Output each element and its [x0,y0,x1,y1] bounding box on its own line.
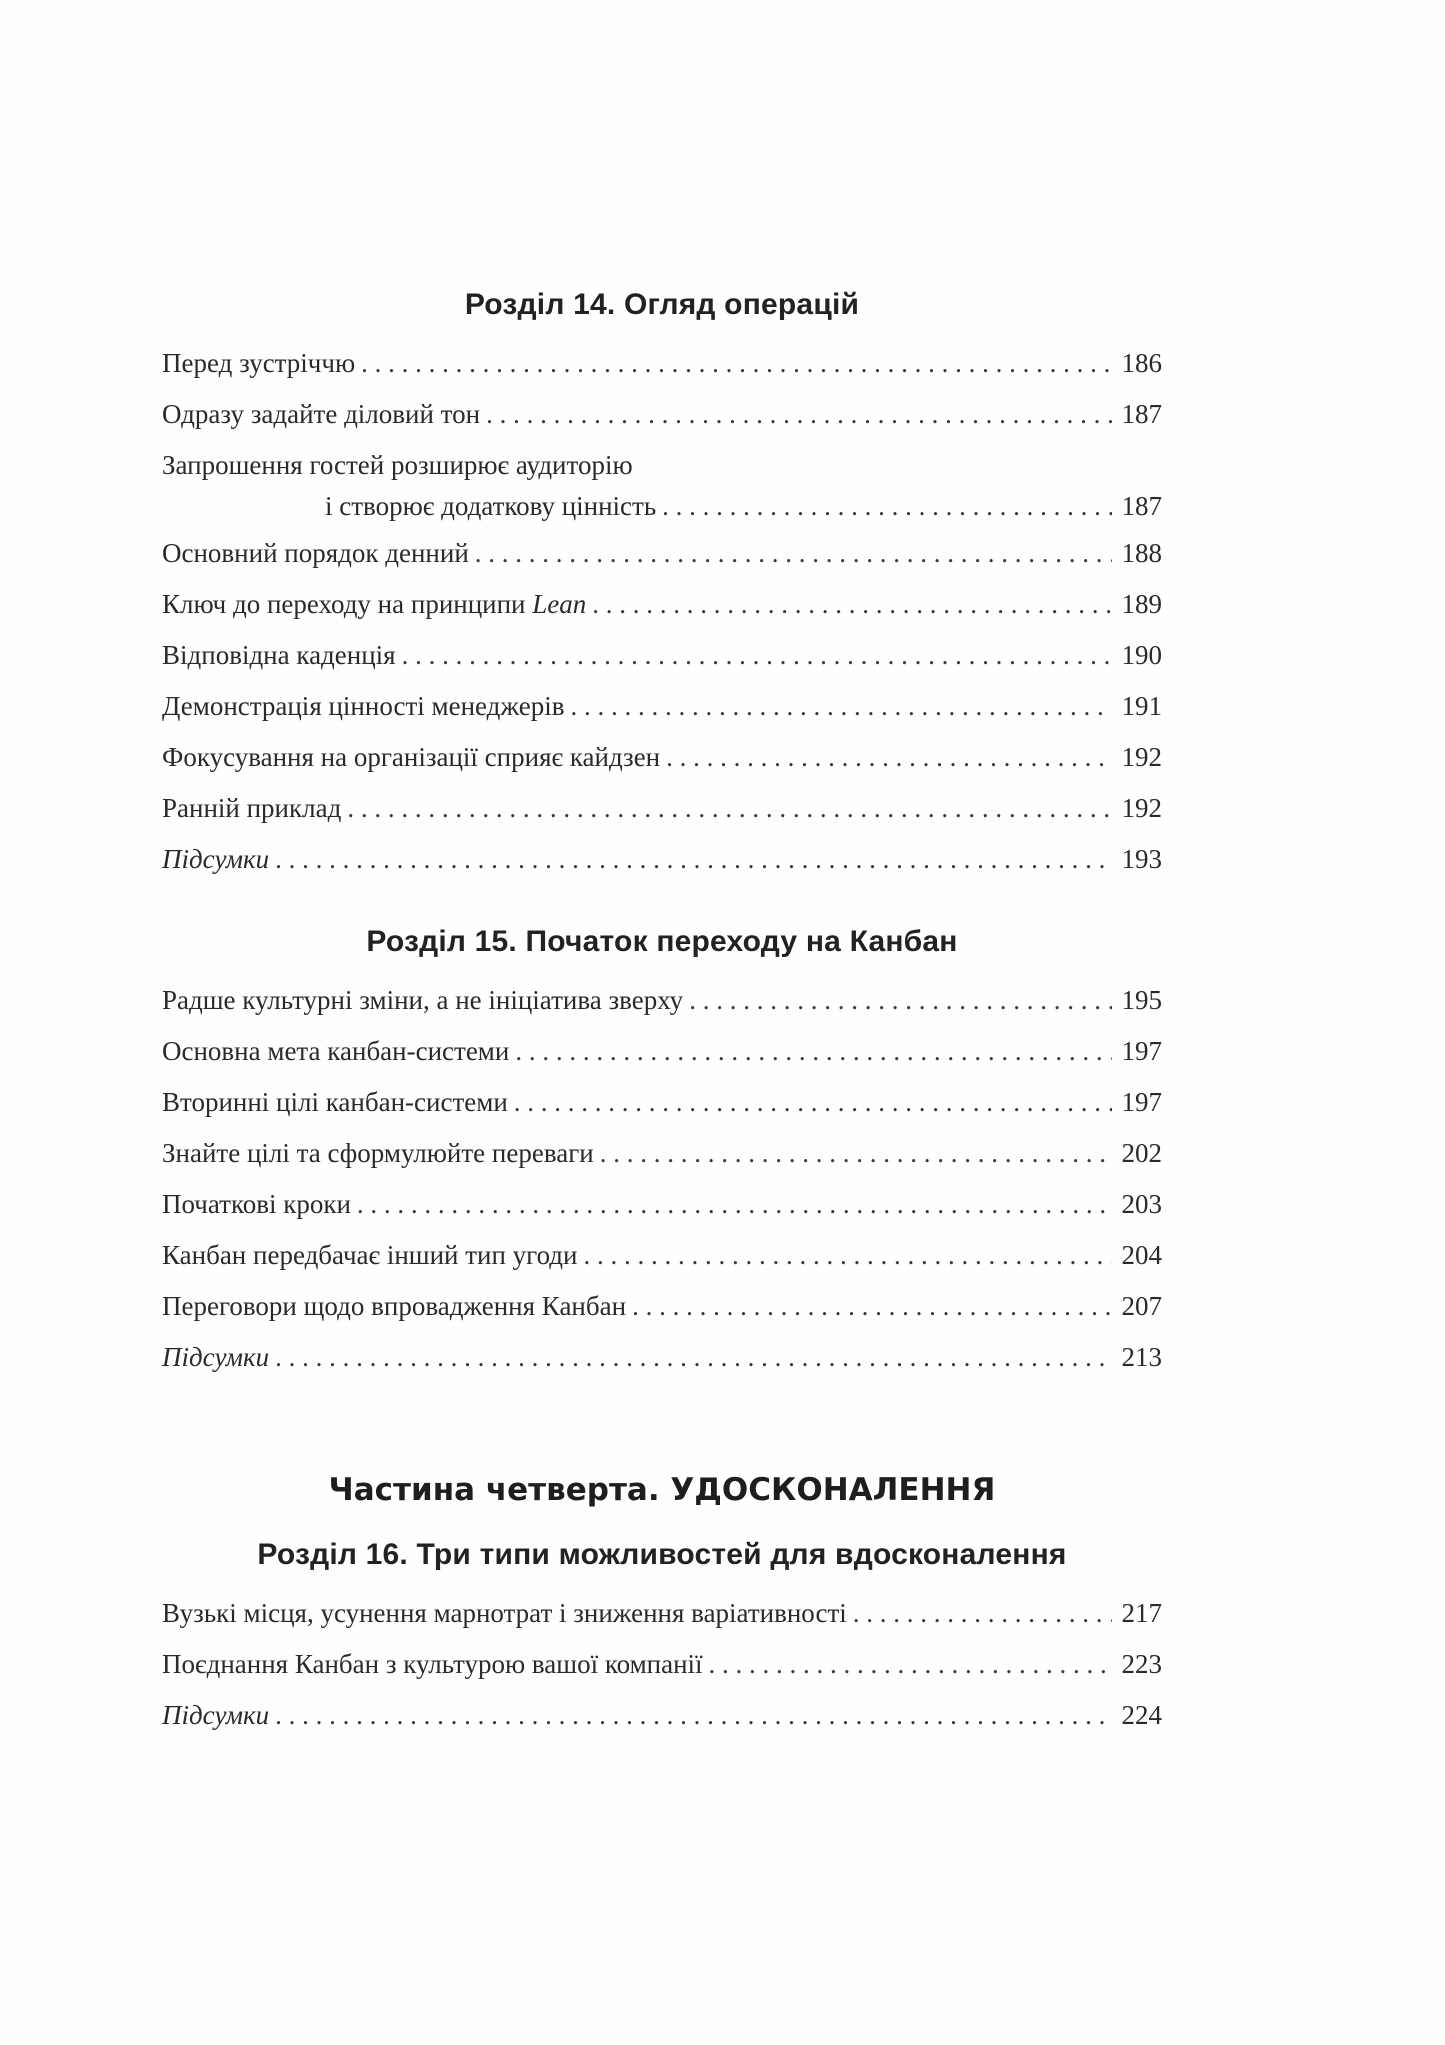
entry-title: Радше культурні зміни, а не ініціатива зверху [162,985,684,1015]
entry-page-number: 192 [1121,742,1162,772]
entry-title-summary: Підсумки [162,1342,270,1372]
dot-leader [600,1128,1112,1179]
entry-page-number: 190 [1121,640,1162,670]
dot-leader [853,1588,1112,1639]
entry-title-summary: Підсумки [162,844,270,874]
entry-title: Фокусування на організації сприяє кайдзен [162,742,661,772]
entry-page-number: 186 [1121,348,1162,378]
entry-page-number: 187 [1121,399,1162,429]
entry-title-line2: і створює додаткову цінність [325,491,657,521]
toc-entry[interactable] [162,579,1162,630]
entry-page-number: 223 [1121,1649,1162,1679]
dot-leader [361,338,1112,389]
entry-page-number: 224 [1121,1700,1162,1730]
toc-entry[interactable] [162,834,1162,885]
entry-title: Вторинні цілі канбан-системи [162,1087,508,1117]
toc-entry[interactable] [162,1690,1162,1741]
toc-entry-list [162,975,1162,1383]
entry-title: Поєднання Канбан з культурою вашої компанії [162,1649,703,1679]
part-title: Частина четверта. УДОСКОНАЛЕННЯ [328,1472,996,1508]
entry-page-number: 191 [1121,691,1162,721]
entry-page-number: 197 [1121,1087,1162,1117]
chapter-title: Розділ 15. Початок переходу на Канбан [366,925,958,958]
entry-page-number: 213 [1121,1342,1162,1372]
toc-entry[interactable] [162,389,1162,440]
dot-leader [275,1690,1112,1741]
entry-page-number: 207 [1121,1291,1162,1321]
toc-entry[interactable] [162,1332,1162,1383]
entry-page-number: 195 [1121,985,1162,1015]
entry-page-number: 202 [1121,1138,1162,1168]
entry-page-number: 204 [1121,1240,1162,1270]
chapter-title: Розділ 14. Огляд операцій [464,288,860,321]
dot-leader [486,389,1112,440]
entry-page-number: 193 [1121,844,1162,874]
entry-page-number: 217 [1121,1598,1162,1628]
toc-entry[interactable] [162,1281,1162,1332]
chapter-15-section [162,925,1162,1383]
entry-title-text: Ключ до переходу на принципи [162,589,533,619]
toc-entry[interactable] [162,440,1162,528]
entry-title: Перед зустріччю [162,348,356,378]
entry-title: Основний порядок денний [162,538,469,568]
entry-title: Вузькі місця, усунення марнотрат і зниження варіативності [162,1598,847,1628]
entry-page-number: 187 [1121,491,1162,521]
entry-page-number: 197 [1121,1036,1162,1066]
dot-leader [570,681,1112,732]
toc-entry[interactable] [162,630,1162,681]
dot-leader [347,783,1112,834]
entry-title: Демонстрація цінності менеджерів [162,691,565,721]
entry-title: Одразу задайте діловий тон [162,399,481,429]
toc-entry-list [162,1588,1162,1741]
entry-title: Знайте цілі та сформулюйте переваги [162,1138,594,1168]
entry-page-number: 189 [1121,589,1162,619]
dot-leader [357,1179,1112,1230]
toc-entry[interactable] [162,1230,1162,1281]
toc-entry[interactable] [162,681,1162,732]
chapter-title: Розділ 16. Три типи можливостей для вдосконалення [257,1538,1067,1571]
entry-title: Початкові кроки [162,1189,351,1219]
entry-title-line2-row [162,484,1162,528]
dot-leader [275,1332,1112,1383]
part-4-section [162,1472,1162,1741]
entry-title: Канбан передбачає інший тип угоди [162,1240,578,1270]
dot-leader [662,484,1112,528]
entry-title-italic: Lean [532,589,587,619]
toc-entry[interactable] [162,338,1162,389]
dot-leader [632,1281,1112,1332]
dot-leader [475,528,1112,579]
toc-entry[interactable] [162,1639,1162,1690]
dot-leader [402,630,1112,681]
entry-title [162,579,586,630]
dot-leader [515,1026,1112,1077]
dot-leader [592,579,1112,630]
dot-leader [666,732,1112,783]
toc-entry[interactable] [162,1588,1162,1639]
dot-leader [584,1230,1113,1281]
chapter-14-section [162,288,1162,885]
entry-title: Ранній приклад [162,793,342,823]
entry-page-number: 188 [1121,538,1162,568]
toc-entry[interactable] [162,783,1162,834]
toc-entry[interactable] [162,732,1162,783]
toc-entry[interactable] [162,1128,1162,1179]
entry-title-line1: Запрошення гостей розширює аудиторію [162,450,633,480]
entry-title: Відповідна каденція [162,640,396,670]
entry-title: Основна мета канбан-системи [162,1036,510,1066]
toc-entry[interactable] [162,1026,1162,1077]
toc-entry[interactable] [162,528,1162,579]
toc-entry[interactable] [162,975,1162,1026]
dot-leader [689,975,1112,1026]
toc-entry-list [162,338,1162,885]
dot-leader [709,1639,1112,1690]
dot-leader [275,834,1112,885]
entry-page-number: 203 [1121,1189,1162,1219]
toc-entry[interactable] [162,1179,1162,1230]
dot-leader [514,1077,1112,1128]
entry-page-number: 192 [1121,793,1162,823]
entry-title-summary: Підсумки [162,1700,270,1730]
toc-entry[interactable] [162,1077,1162,1128]
entry-title: Переговори щодо впровадження Канбан [162,1291,627,1321]
